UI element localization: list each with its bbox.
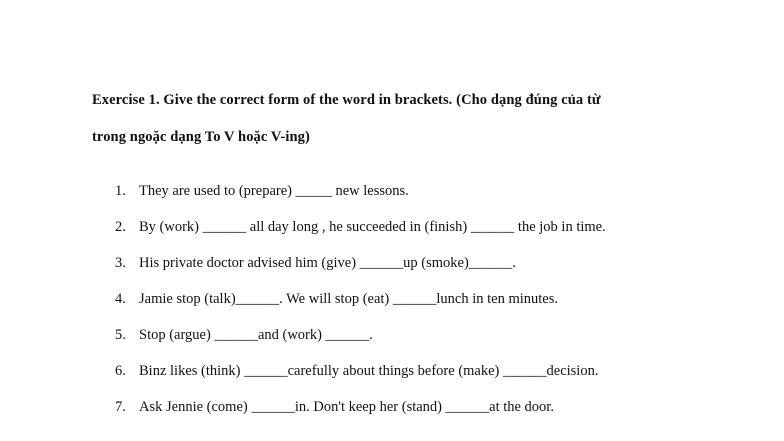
exercise-title-line-2: trong ngoặc dạng To V hoặc V-ing) xyxy=(92,129,310,145)
exercise-title-line-1: Exercise 1. Give the correct form of the word in brackets. (Cho dạng đúng của từ xyxy=(92,92,601,108)
item-text: Ask Jennie (come) ______in. Don't keep her (stand) ______at the door. xyxy=(139,399,554,415)
item-number: 7. xyxy=(115,399,126,415)
item-text: By (work) ______ all day long , he succeeded in (finish) ______ the job in time. xyxy=(139,219,606,235)
item-text: Jamie stop (talk)______. We will stop (eat) ______lunch in ten minutes. xyxy=(139,291,558,307)
item-number: 3. xyxy=(115,255,126,271)
item-text: They are used to (prepare) _____ new lessons. xyxy=(139,183,409,199)
item-text: Binz likes (think) ______carefully about things before (make) ______decision. xyxy=(139,363,599,379)
item-text: Stop (argue) ______and (work) ______. xyxy=(139,327,373,343)
item-number: 6. xyxy=(115,363,126,379)
item-number: 5. xyxy=(115,327,126,343)
item-number: 4. xyxy=(115,291,126,307)
item-number: 2. xyxy=(115,219,126,235)
item-text: His private doctor advised him (give) ______up (smoke)______. xyxy=(139,255,516,271)
item-number: 1. xyxy=(115,183,126,199)
